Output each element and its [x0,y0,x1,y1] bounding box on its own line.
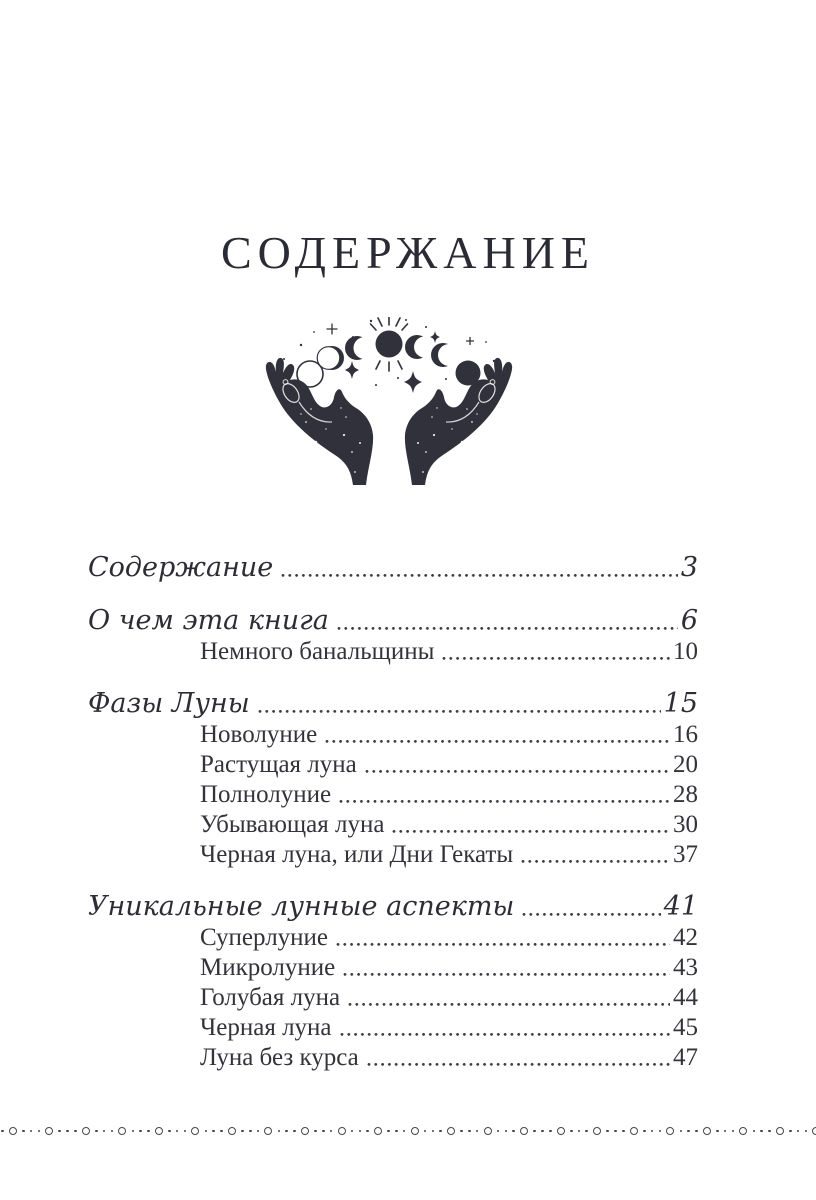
border-dot [687,1130,690,1133]
border-circle [228,1127,236,1135]
toc-entry [88,809,698,839]
toc-entry-page-number: 16 [673,721,698,748]
border-dot [424,1130,427,1133]
toc-entry-label: Голубая луна [200,984,341,1011]
border-dot [359,1130,362,1133]
border-dot [22,1130,25,1133]
border-circle [776,1127,784,1135]
border-circle [264,1127,272,1135]
toc-entry [88,719,698,749]
border-dot [103,1130,106,1133]
border-dot [366,1130,369,1133]
table-of-contents [88,547,698,1072]
border-dot [176,1130,179,1133]
hands-holding-moon-phases-icon [256,317,526,489]
toc-entry [88,1042,698,1072]
toc-entry-page-number: 45 [673,1014,698,1041]
border-circle [374,1127,382,1135]
border-dot [716,1130,719,1133]
toc-entry-page-number: 6 [680,605,698,636]
border-dot [58,1130,61,1133]
border-dot [695,1130,698,1133]
border-circle [447,1127,455,1135]
toc-entry [88,982,698,1012]
border-dot [285,1130,288,1133]
border-dot [249,1130,252,1133]
toc-entry-page-number: 37 [673,841,698,868]
border-circle [9,1127,17,1135]
border-dot [30,1130,33,1133]
border-dot [533,1130,536,1133]
toc-entry [88,1012,698,1042]
toc-dot-leader [336,624,678,632]
border-circle [301,1127,309,1135]
border-dot [212,1130,215,1133]
toc-entry-label: О чем эта книга [88,605,329,636]
border-circle [739,1127,747,1135]
toc-dot-leader [366,1060,670,1068]
border-dot [614,1130,617,1133]
toc-entry-label: Суперлуние [200,924,329,951]
border-dot [651,1130,654,1133]
border-dot [460,1130,463,1133]
border-dot [680,1130,683,1133]
border-dot [659,1130,662,1133]
decorative-dotted-border [0,1125,816,1137]
border-circle [82,1127,90,1135]
toc-entry-label: Микролуние [200,954,336,981]
toc-entry-page-number: 47 [673,1044,698,1071]
border-dot [724,1130,727,1133]
toc-entry [88,600,698,636]
border-dot [578,1130,581,1133]
border-dot [805,1130,808,1133]
border-dot [768,1130,771,1133]
border-dot [132,1130,135,1133]
border-dot [497,1130,500,1133]
toc-entry-page-number: 30 [673,811,698,838]
toc-dot-leader [335,940,670,948]
toc-entry-page-number: 10 [673,638,698,665]
toc-entry-label: Уникальные лунные аспекты [88,891,515,922]
toc-dot-leader [520,857,670,865]
toc-entry-page-number: 28 [673,781,698,808]
border-dot [184,1130,187,1133]
border-dot [570,1130,573,1133]
border-dot [1,1130,4,1133]
toc-dot-leader [338,797,670,805]
border-dot [643,1130,646,1133]
border-dot [293,1130,296,1133]
toc-entry [88,683,698,719]
toc-entry-page-number: 43 [673,954,698,981]
border-dot [468,1130,471,1133]
border-dot [439,1130,442,1133]
page-title: СОДЕРЖАНИЕ [220,227,596,278]
border-dot [432,1130,435,1133]
border-dot [322,1130,325,1133]
toc-entry-label: Убывающая луна [200,811,385,838]
toc-entry [88,886,698,922]
toc-dot-leader [342,970,670,978]
border-dot [505,1130,508,1133]
toc-entry [88,547,698,583]
toc-dot-leader [280,571,678,579]
border-circle [155,1127,163,1135]
border-circle [118,1127,126,1135]
border-dot [111,1130,114,1133]
toc-entry [88,749,698,779]
toc-entry-page-number: 41 [663,891,698,922]
border-dot [512,1130,515,1133]
toc-dot-leader [339,1030,670,1038]
border-circle [520,1127,528,1135]
border-dot [622,1130,625,1133]
border-dot [541,1130,544,1133]
border-dot [95,1130,98,1133]
border-dot [38,1130,41,1133]
border-circle [812,1127,816,1135]
border-dot [168,1130,171,1133]
border-circle [411,1127,419,1135]
border-circle [484,1127,492,1135]
border-dot [278,1130,281,1133]
toc-dot-leader [521,910,660,918]
toc-entry [88,779,698,809]
border-dot [403,1130,406,1133]
toc-dot-leader [441,654,670,662]
toc-entry-page-number: 44 [673,984,698,1011]
toc-entry-label: Содержание [88,552,274,583]
toc-entry-label: Полнолуние [200,781,332,808]
border-dot [753,1130,756,1133]
toc-entry-page-number: 20 [673,751,698,778]
border-dot [476,1130,479,1133]
border-dot [147,1130,150,1133]
border-dot [760,1130,763,1133]
border-circle [593,1127,601,1135]
toc-entry-label: Черная луна, или Дни Гекаты [200,841,514,868]
moon-phases-hands-illustration [256,317,526,489]
toc-dot-leader [364,767,670,775]
toc-entry-label: Новолуние [200,721,318,748]
toc-entry-label: Фазы Луны [88,688,250,719]
border-circle [666,1127,674,1135]
toc-entry-page-number: 3 [680,552,698,583]
border-circle [45,1127,53,1135]
border-dot [387,1130,390,1133]
border-dot [330,1130,333,1133]
border-dot [314,1130,317,1133]
toc-entry-page-number: 42 [673,924,698,951]
toc-dot-leader [324,737,670,745]
toc-entry [88,922,698,952]
border-dot [789,1130,792,1133]
border-dot [606,1130,609,1133]
border-circle [703,1127,711,1135]
border-dot [74,1130,77,1133]
border-dot [351,1130,354,1133]
border-dot [205,1130,208,1133]
toc-entry-label: Растущая луна [200,751,357,778]
toc-dot-leader [257,707,661,715]
toc-entry-label: Черная луна [200,1014,332,1041]
border-dot [732,1130,735,1133]
toc-dot-leader [347,1000,670,1008]
toc-entry-label: Луна без курса [200,1044,359,1071]
toc-entry-label: Немного банальщины [200,638,435,665]
border-circle [557,1127,565,1135]
toc-entry [88,952,698,982]
border-dot [66,1130,69,1133]
border-circle [338,1127,346,1135]
border-dot [139,1130,142,1133]
border-dot [585,1130,588,1133]
border-dot [257,1130,260,1133]
border-dot [220,1130,223,1133]
border-circle [191,1127,199,1135]
toc-entry [88,839,698,869]
moon-phase-arc [297,331,481,388]
border-dot [797,1130,800,1133]
border-dot [241,1130,244,1133]
toc-entry-page-number: 15 [663,688,698,719]
border-dot [549,1130,552,1133]
border-circle [630,1127,638,1135]
toc-entry [88,636,698,666]
border-dot [395,1130,398,1133]
toc-dot-leader [391,827,670,835]
